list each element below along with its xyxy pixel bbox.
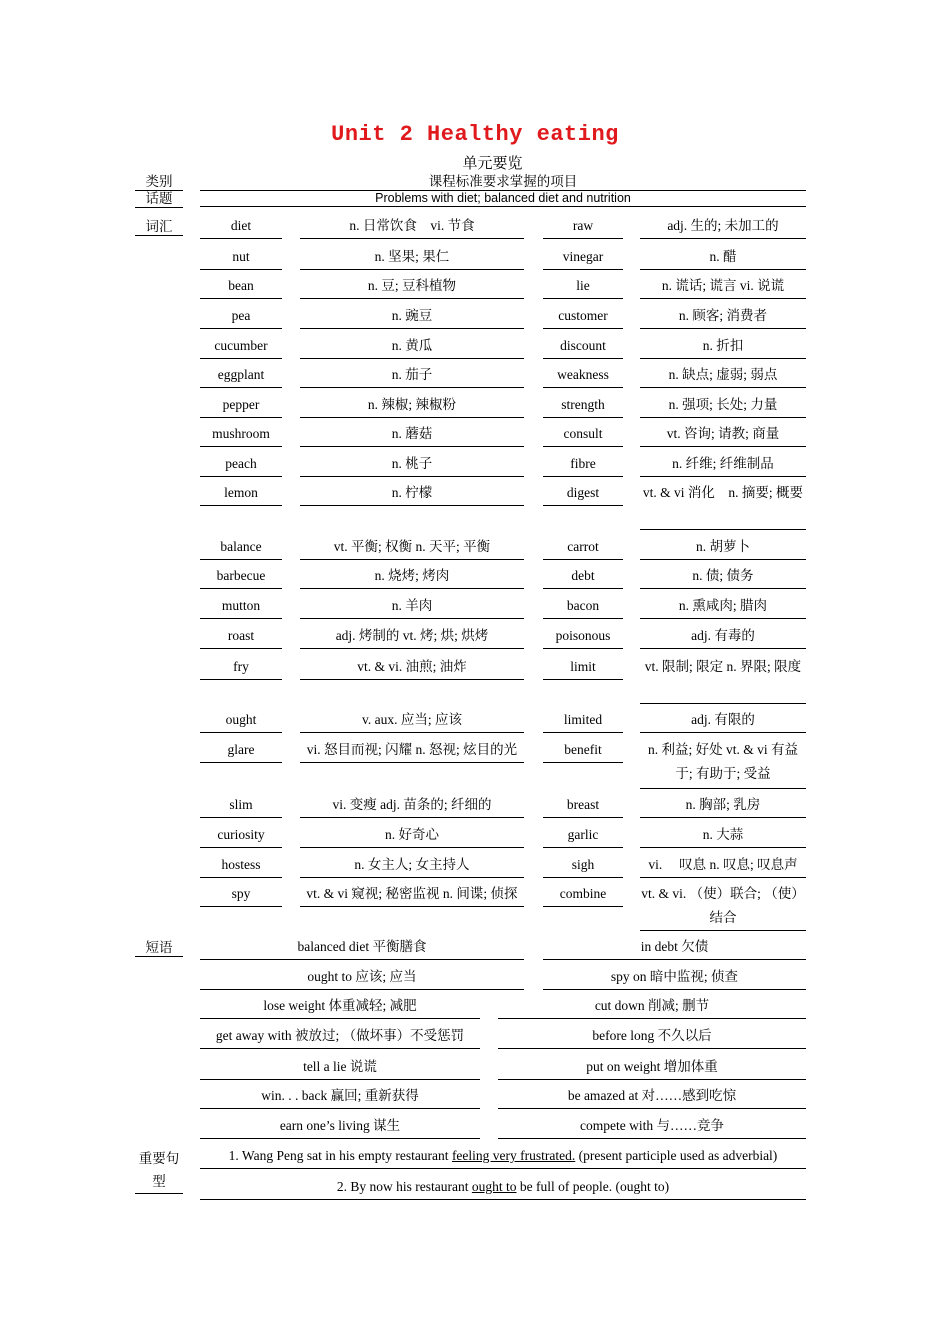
phrase-item: get away with 被放过; （做坏事）不受惩罚	[200, 1024, 480, 1049]
vocab-meaning: n. 好奇心	[300, 823, 524, 848]
vocab-word: combine	[543, 882, 623, 907]
vocab-word: limited	[543, 708, 623, 733]
vocab-word: balance	[200, 535, 282, 560]
vocab-word: vinegar	[543, 245, 623, 270]
vocab-word: poisonous	[543, 624, 623, 649]
phrase-item: earn one’s living 谋生	[200, 1114, 480, 1139]
vocab-word: barbecue	[200, 564, 282, 589]
vocab-meaning: vi. 变瘦 adj. 苗条的; 纤细的	[300, 793, 524, 818]
vocab-meaning: n. 黄瓜	[300, 334, 524, 359]
vocab-meaning: vt. & vi. 油煎; 油炸	[300, 655, 524, 680]
vocab-word: fibre	[543, 452, 623, 477]
vocab-meaning: adj. 有毒的	[640, 624, 806, 649]
vocab-word: mushroom	[200, 422, 282, 447]
vocab-word: curiosity	[200, 823, 282, 848]
vocab-word: nut	[200, 245, 282, 270]
vocab-word: fry	[200, 655, 282, 680]
vocab-word: peach	[200, 452, 282, 477]
vocab-meaning: vi. 叹息 n. 叹息; 叹息声	[640, 853, 806, 878]
vocab-meaning: vt. & vi 消化 n. 摘要; 概要	[640, 481, 806, 530]
phrase-item: ought to 应该; 应当	[200, 965, 524, 990]
vocab-meaning: adj. 有限的	[640, 708, 806, 733]
phrase-item: win. . . back 赢回; 重新获得	[200, 1084, 480, 1109]
vocab-meaning: n. 坚果; 果仁	[300, 245, 524, 270]
key-sentence	[200, 1175, 806, 1200]
vocab-meaning: n. 桃子	[300, 452, 524, 477]
phrase-item: before long 不久以后	[498, 1024, 806, 1049]
vocab-word: mutton	[200, 594, 282, 619]
vocab-word: pepper	[200, 393, 282, 418]
key-sentence	[200, 1144, 806, 1169]
vocab-meaning: vt. 咨询; 请教; 商量	[640, 422, 806, 447]
vocab-word: ought	[200, 708, 282, 733]
topic-value: Problems with diet; balanced diet and nutrition	[200, 190, 806, 207]
vocab-meaning: v. aux. 应当; 应该	[300, 708, 524, 733]
vocab-meaning: n. 折扣	[640, 334, 806, 359]
category-header: 类别	[135, 173, 183, 191]
phrases-label: 短语	[135, 939, 183, 957]
sentence-text: 1. Wang Peng sat in his empty restaurant	[228, 1148, 452, 1163]
vocab-meaning: n. 谎话; 谎言 vi. 说谎	[640, 274, 806, 299]
vocab-meaning: n. 缺点; 虚弱; 弱点	[640, 363, 806, 388]
vocab-word: carrot	[543, 535, 623, 560]
phrase-item: lose weight 体重减轻; 减肥	[200, 994, 480, 1019]
vocab-meaning: n. 羊肉	[300, 594, 524, 619]
phrase-item: cut down 削减; 删节	[498, 994, 806, 1019]
vocab-meaning: vi. 怒目而视; 闪耀 n. 怒视; 炫目的光	[300, 738, 524, 763]
vocab-word: breast	[543, 793, 623, 818]
vocab-word: hostess	[200, 853, 282, 878]
phrase-item: compete with 与……竞争	[498, 1114, 806, 1139]
vocab-meaning: vt. & vi. （使）联合; （使）结合	[640, 882, 806, 931]
topic-label: 话题	[135, 190, 183, 208]
vocab-meaning: n. 豌豆	[300, 304, 524, 329]
vocab-word: raw	[543, 214, 623, 239]
vocab-word: sigh	[543, 853, 623, 878]
vocab-word: customer	[543, 304, 623, 329]
phrase-item: in debt 欠债	[543, 935, 806, 960]
vocab-meaning: vt. 平衡; 权衡 n. 天平; 平衡	[300, 535, 524, 560]
vocab-meaning: n. 女主人; 女主持人	[300, 853, 524, 878]
vocab-meaning: n. 利益; 好处 vt. & vi 有益于; 有助于; 受益	[640, 738, 806, 789]
vocab-meaning: n. 大蒜	[640, 823, 806, 848]
sentences-label: 重要句型	[135, 1147, 183, 1194]
vocab-word: cucumber	[200, 334, 282, 359]
underlined-phrase: ought to	[471, 1179, 517, 1194]
phrase-item: spy on 暗中监视; 侦查	[543, 965, 806, 990]
vocab-meaning: adj. 烤制的 vt. 烤; 烘; 烘烤	[300, 624, 524, 649]
vocab-word: glare	[200, 738, 282, 763]
vocab-word: slim	[200, 793, 282, 818]
sentence-text: be full of people. (ought to)	[516, 1179, 670, 1194]
vocab-meaning: n. 熏咸肉; 腊肉	[640, 594, 806, 619]
vocab-word: bacon	[543, 594, 623, 619]
vocab-word: lie	[543, 274, 623, 299]
vocab-word: garlic	[543, 823, 623, 848]
vocab-meaning: n. 强项; 长处; 力量	[640, 393, 806, 418]
vocab-meaning: n. 日常饮食 vi. 节食	[300, 214, 524, 239]
vocab-word: bean	[200, 274, 282, 299]
requirement-header: 课程标准要求掌握的项目	[200, 173, 806, 191]
vocab-word: pea	[200, 304, 282, 329]
phrase-item: be amazed at 对……感到吃惊	[498, 1084, 806, 1109]
vocab-meaning: n. 胡萝卜	[640, 535, 806, 560]
vocab-label: 词汇	[135, 218, 183, 236]
vocab-word: eggplant	[200, 363, 282, 388]
vocab-meaning: n. 胸部; 乳房	[640, 793, 806, 818]
vocab-meaning: n. 顾客; 消费者	[640, 304, 806, 329]
vocab-word: strength	[543, 393, 623, 418]
vocab-word: digest	[543, 481, 623, 506]
phrase-item: put on weight 增加体重	[498, 1055, 806, 1080]
vocab-word: spy	[200, 882, 282, 907]
subtitle: 单元要览	[462, 156, 523, 172]
vocab-meaning: n. 醋	[640, 245, 806, 270]
vocab-word: lemon	[200, 481, 282, 506]
vocab-meaning: vt. & vi 窥视; 秘密监视 n. 间谍; 侦探	[300, 882, 524, 907]
vocab-word: limit	[543, 655, 623, 680]
vocab-meaning: n. 豆; 豆科植物	[300, 274, 524, 299]
vocab-meaning: adj. 生的; 未加工的	[640, 214, 806, 239]
vocab-meaning: n. 辣椒; 辣椒粉	[300, 393, 524, 418]
sentence-text: 2. By now his restaurant	[336, 1179, 472, 1194]
vocab-meaning: n. 纤维; 纤维制品	[640, 452, 806, 477]
unit-title: Unit 2 Healthy eating	[331, 122, 619, 147]
vocab-word: discount	[543, 334, 623, 359]
sentence-text: (present participle used as adverbial)	[575, 1148, 778, 1163]
vocab-word: benefit	[543, 738, 623, 763]
vocab-meaning: n. 茄子	[300, 363, 524, 388]
vocab-meaning: vt. 限制; 限定 n. 界限; 限度	[640, 655, 806, 704]
vocab-word: debt	[543, 564, 623, 589]
vocab-word: weakness	[543, 363, 623, 388]
vocab-word: roast	[200, 624, 282, 649]
underlined-phrase: feeling very frustrated.	[451, 1148, 576, 1163]
phrase-item: balanced diet 平衡膳食	[200, 935, 524, 960]
phrase-item: tell a lie 说谎	[200, 1055, 480, 1080]
vocab-meaning: n. 烧烤; 烤肉	[300, 564, 524, 589]
vocab-meaning: n. 柠檬	[300, 481, 524, 506]
vocab-meaning: n. 蘑菇	[300, 422, 524, 447]
vocab-word: consult	[543, 422, 623, 447]
vocab-meaning: n. 债; 债务	[640, 564, 806, 589]
vocab-word: diet	[200, 214, 282, 239]
